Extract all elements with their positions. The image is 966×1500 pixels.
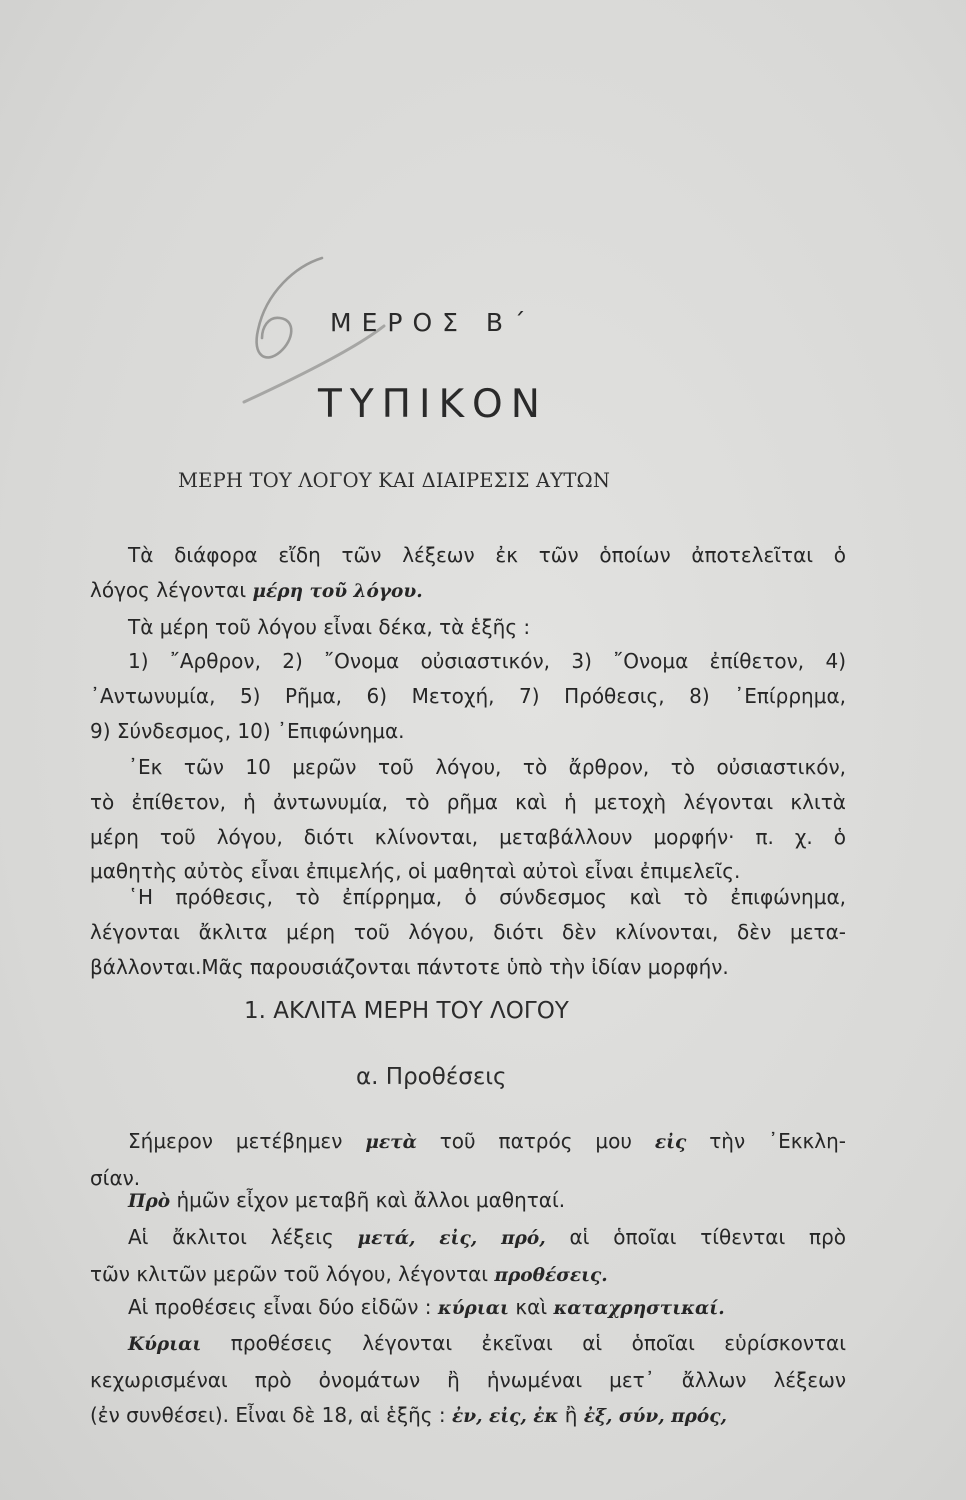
paragraph-line: μέρη τοῦ λόγου, διότι κλίνονται, μεταβάλλουν μορφήν· π. χ. ὁ — [90, 824, 846, 849]
paragraph-line: 1) ῎Αρθρον, 2) ῎Ονομα οὐσιαστικόν, 3) ῎Ονομα ἐπίθετον, 4) — [128, 649, 846, 673]
paragraph-line: Αἱ ἄκλιτοι λέξεις μετά, εἰς, πρό, αἱ ὁποῖαι τίθενται πρὸ — [128, 1224, 846, 1249]
paragraph-line: Τὰ διάφορα εἴδη τῶν λέξεων ἐκ τῶν ὁποίων ἀποτελεῖται ὁ — [128, 543, 846, 567]
paragraph-line: (ἐν συνθέσει). Εἶναι δὲ 18, αἱ ἑξῆς : ἐν, εἰς, ἐκ ἢ ἐξ, σύν, πρός, — [90, 1402, 727, 1427]
prepositions-paragraph — [90, 1183, 846, 1293]
paragraph-line: λέγονται ἄκλιτα μέρη τοῦ λόγου, διότι δὲν κλίνονται, δὲν μετα- — [90, 919, 846, 944]
parts-list-paragraph — [90, 644, 846, 748]
paragraph-line: σίαν. — [90, 1165, 141, 1190]
paragraph-line: ᾿Αντωνυμία, 5) Ρῆμα, 6) Μετοχή, 7) Πρόθεσις, 8) ᾿Επίρρημα, — [90, 683, 846, 708]
paragraph-line: μαθητὴς αὐτὸς εἶναι ἐπιμελής, οἱ μαθηταὶ αὐτοὶ εἶναι ἐπιμελεῖς. — [90, 859, 741, 884]
emphasized-term: μέρη τοῦ λόγου. — [252, 580, 423, 602]
section-heading: 1. ΑΚΛΙΤΑ ΜΕΡΗ ΤΟΥ ΛΟΓΟΥ — [244, 998, 569, 1024]
chapter-subtitle: ΜΕΡΗ ΤΟΥ ΛΟΓΟΥ ΚΑΙ ΔΙΑΙΡΕΣΙΣ ΑΥΤΩΝ — [178, 469, 611, 492]
emphasized-term: μετὰ — [365, 1132, 417, 1153]
indeclinable-parts-paragraph — [90, 880, 846, 984]
paragraph-line: λόγος λέγονται μέρη τοῦ λόγου. — [90, 577, 423, 602]
paragraph-line: βάλλονται.Μᾶς παρουσιάζονται πάντοτε ὑπὸ τὴν ἰδίαν μορφήν. — [90, 954, 729, 979]
page-title: ΤΥΠΙΚΟΝ — [318, 382, 548, 427]
paragraph-line: Αἱ προθέσεις εἶναι δύο εἰδῶν : κύριαι καὶ καταχρηστικαί. — [128, 1295, 725, 1319]
part-heading: ΜΕΡΟΣ Β΄ — [330, 308, 536, 337]
emphasized-term: κύριαι — [437, 1298, 509, 1319]
emphasized-term: προθέσεις. — [494, 1264, 608, 1286]
paragraph-line: Πρὸ ἡμῶν εἶχον μεταβῆ καὶ ἄλλοι μαθηταί. — [128, 1188, 566, 1212]
paragraph-line: Τὰ μέρη τοῦ λόγου εἶναι δέκα, τὰ ἑξῆς : — [128, 614, 531, 639]
proper-prepositions-paragraph — [90, 1326, 846, 1434]
paragraph-line: Σήμερον μετέβημεν μετὰ τοῦ πατρός μου εἰς τὴν ᾿Εκκλη- — [128, 1129, 847, 1153]
emphasized-term: μετά, εἰς, πρό, — [357, 1227, 546, 1249]
paragraph-line: τὸ ἐπίθετον, ἡ ἀντωνυμία, τὸ ρῆμα καὶ ἡ μετοχὴ λέγονται κλιτὰ — [90, 789, 846, 814]
declinable-parts-paragraph — [90, 750, 846, 889]
emphasized-term: εἰς — [654, 1132, 687, 1153]
subsection-heading: α. Προθέσεις — [356, 1064, 507, 1090]
preposition-types-paragraph — [90, 1290, 846, 1327]
emphasized-term: καταχρηστικαί. — [553, 1298, 725, 1319]
paragraph-line: ῾Η πρόθεσις, τὸ ἐπίρρημα, ὁ σύνδεσμος καὶ τὸ ἐπιφώνημα, — [128, 885, 846, 909]
emphasized-term: ἐν, εἰς, ἐκ — [451, 1405, 559, 1427]
emphasized-term: Κύριαι — [128, 1334, 202, 1355]
emphasized-term: Πρὸ — [128, 1191, 171, 1212]
paragraph-line: 9) Σύνδεσμος, 10) ᾿Επιφώνημα. — [90, 718, 405, 743]
emphasized-term: ἐξ, σύν, πρός, — [583, 1405, 727, 1427]
paragraph-line: ᾿Εκ τῶν 10 μερῶν τοῦ λόγου, τὸ ἄρθρον, τὸ οὐσιαστικόν, — [128, 755, 846, 779]
paragraph-1 — [90, 538, 846, 644]
paragraph-line: κεχωρισμέναι πρὸ ὀνομάτων ἢ ἡνωμέναι μετ᾿ ἄλλων λέξεων — [90, 1367, 846, 1392]
paragraph-line: Κύριαι προθέσεις λέγονται ἐκεῖναι αἱ ὁποῖαι εὑρίσκονται — [128, 1331, 846, 1355]
paragraph-line: τῶν κλιτῶν μερῶν τοῦ λόγου, λέγονται προθέσεις. — [90, 1261, 608, 1286]
